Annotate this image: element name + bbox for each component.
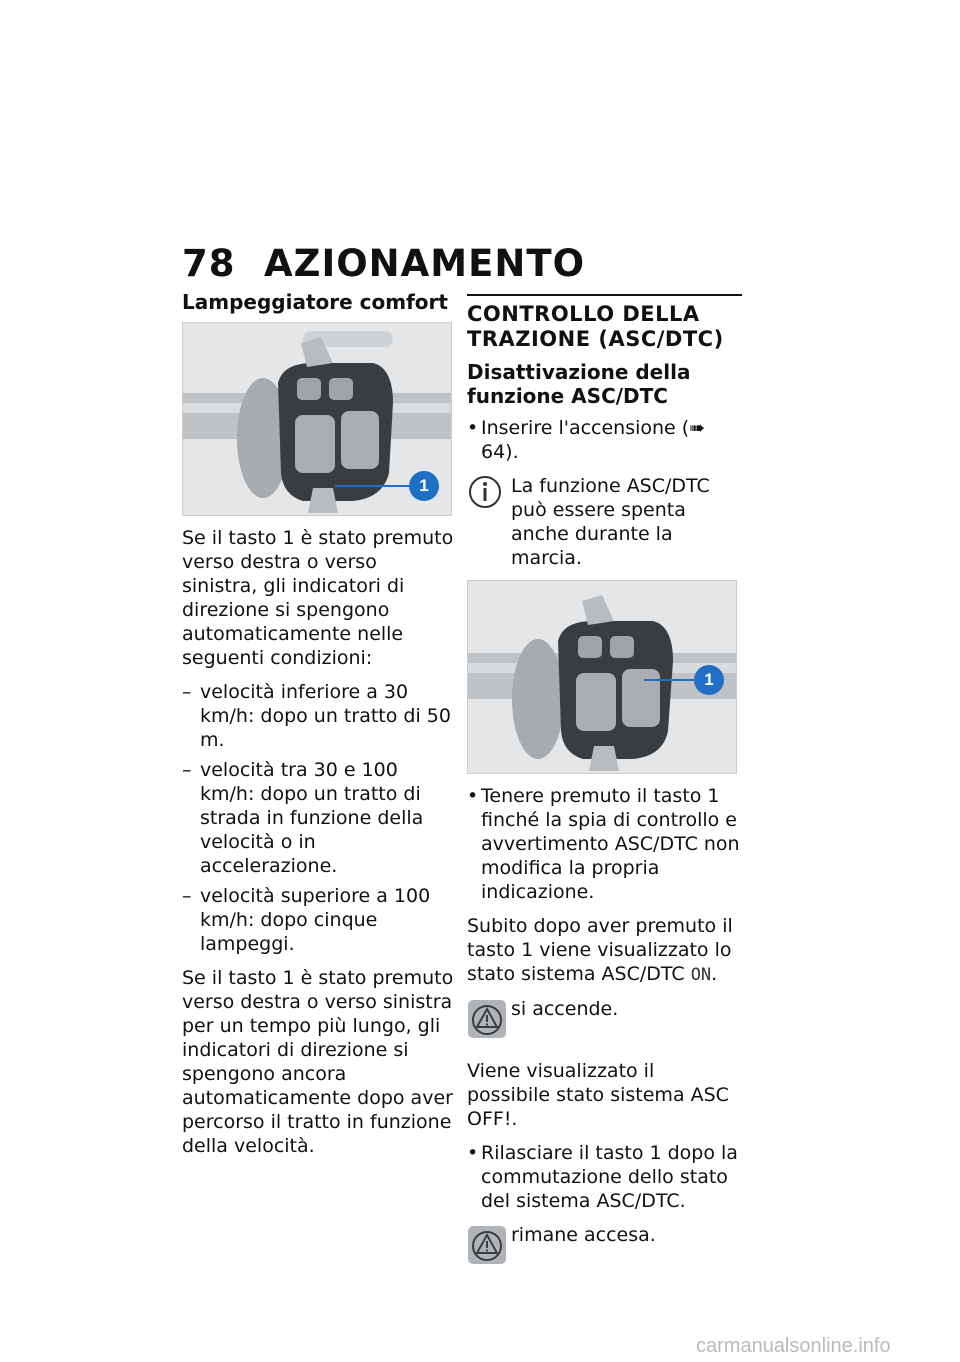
list-item: • Inserire l'accensione (➠ 64). bbox=[467, 416, 742, 464]
bullet-list-hold-button bbox=[467, 784, 742, 904]
paragraph-long-press: Se il tasto 1 è stato premuto verso destra o verso sinistra per un tempo più lungo, gli indicatori di direzione si spengono ancora automaticamente dopo aver percorso il tratto in funzione della velocità. bbox=[182, 967, 454, 1157]
right-column bbox=[467, 290, 742, 1285]
page-header bbox=[182, 242, 585, 285]
warning-light-note-2 bbox=[467, 1223, 742, 1267]
list-item: – velocità superiore a 100 km/h: dopo cinque lampeggi. bbox=[182, 884, 454, 956]
warning-light-icon bbox=[467, 1225, 507, 1265]
handlebar-switch-figure-asc bbox=[467, 580, 737, 774]
bullet-list-release bbox=[467, 1141, 742, 1213]
paragraph-status-on bbox=[467, 914, 742, 987]
warning-light-icon bbox=[467, 999, 507, 1039]
speed-condition-list bbox=[182, 680, 454, 956]
paragraph-asc-off: Viene visualizzato il possibile stato sistema ASC OFF!. bbox=[467, 1060, 729, 1130]
page-number: 78 bbox=[182, 242, 236, 285]
list-item: • Rilasciare il tasto 1 dopo la commutazione dello stato del sistema ASC/DTC. bbox=[467, 1141, 742, 1213]
list-item: • Tenere premuto il tasto 1 finché la spia di controllo e avvertimento ASC/DTC non modifica la propria indicazione. bbox=[467, 784, 742, 904]
callout-1: 1 bbox=[409, 471, 439, 501]
left-column bbox=[182, 290, 454, 1168]
section-subtitle-comfort-indicator: Lampeggiatore comfort bbox=[182, 290, 448, 314]
info-icon bbox=[467, 474, 503, 510]
chapter-title: AZIONAMENTO bbox=[264, 242, 586, 285]
info-note bbox=[467, 474, 742, 570]
status-code: ON bbox=[690, 965, 712, 985]
handlebar-switch-figure bbox=[182, 322, 452, 516]
section-title-traction-control: CONTROLLO DELLA TRAZIONE (ASC/DTC) bbox=[467, 294, 742, 352]
paragraph-switch-off-conditions: Se il tasto 1 è stato premuto verso destra o verso sinistra, gli indicatori di direzione si spengono automaticamente nelle seguenti condizioni: bbox=[182, 527, 454, 669]
bullet-list-ignition bbox=[467, 416, 742, 464]
watermark: carmanualsonline.info bbox=[696, 1335, 891, 1357]
warning-light-note bbox=[467, 997, 742, 1041]
warning-text: rimane accesa. bbox=[511, 1224, 656, 1246]
note-text: La funzione ASC/DTC può essere spenta anche durante la marcia. bbox=[511, 475, 710, 569]
callout-1: 1 bbox=[694, 665, 724, 695]
warning-text: si accende. bbox=[511, 998, 619, 1020]
status-text-end: . bbox=[711, 963, 718, 985]
status-text: Subito dopo aver premuto il tasto 1 viene visualizzato lo stato sistema ASC/DTC bbox=[467, 915, 733, 985]
section-subtitle-deactivation: Disattivazione della funzione ASC/DTC bbox=[467, 360, 691, 408]
list-item: – velocità inferiore a 30 km/h: dopo un tratto di 50 m. bbox=[182, 680, 454, 752]
list-item: – velocità tra 30 e 100 km/h: dopo un tratto di strada in funzione della velocità o in accelerazione. bbox=[182, 758, 454, 878]
